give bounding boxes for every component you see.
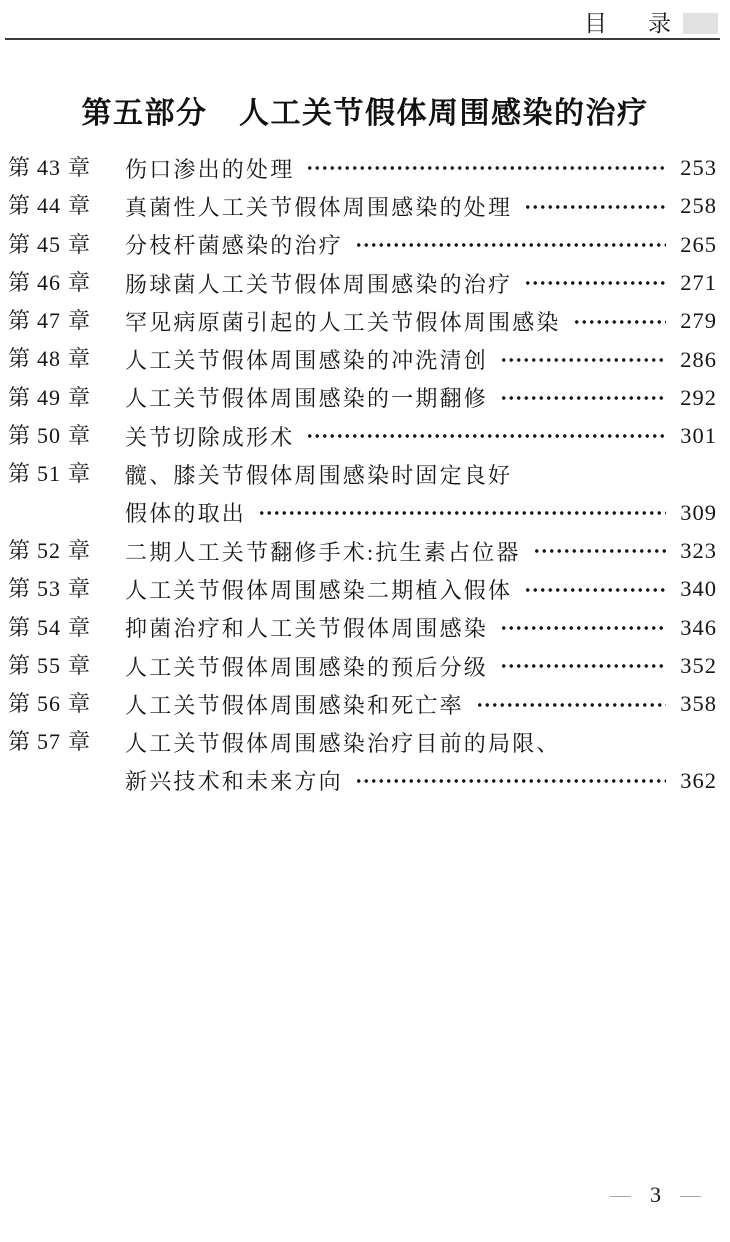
- chapter-number: 54: [37, 614, 62, 640]
- dot-leader: [524, 195, 666, 217]
- chapter-number: 49: [37, 384, 62, 410]
- chapter-label: [8, 723, 125, 761]
- chapter-lines: [125, 570, 717, 608]
- dot-leader: [500, 617, 666, 639]
- toc-line: [125, 226, 717, 264]
- page-number: 292: [680, 384, 717, 410]
- chapter-lines: [125, 302, 717, 340]
- chapter-label: [8, 379, 125, 417]
- chapter-title: 髋、膝关节假体周围感染时固定良好: [125, 463, 513, 489]
- toc-line: [125, 264, 717, 302]
- header-title-char: 目: [584, 10, 607, 36]
- toc-entry: [8, 302, 717, 340]
- dot-leader: [524, 272, 666, 294]
- dot-leader: [355, 770, 666, 792]
- chapter-number: 53: [37, 576, 62, 602]
- header-title-char: 录: [648, 10, 671, 36]
- page-number: 279: [680, 308, 717, 334]
- chapter-suffix: 章: [68, 729, 91, 755]
- chapter-title: 抑菌治疗和人工关节假体周围感染: [125, 616, 489, 642]
- chapter-suffix: 章: [68, 461, 91, 487]
- chapter-label: [8, 264, 125, 302]
- toc-line: [125, 647, 717, 685]
- chapter-lines: [125, 379, 717, 417]
- page-number: 346: [680, 614, 717, 640]
- chapter-title: 肠球菌人工关节假体周围感染的治疗: [125, 271, 513, 297]
- chapter-label: [8, 302, 125, 340]
- chapter-title: 真菌性人工关节假体周围感染的处理: [125, 194, 513, 220]
- chapter-label: [8, 226, 125, 264]
- chapter-lines: [125, 609, 717, 647]
- chapter-label: [8, 570, 125, 608]
- chapter-prefix: 第: [8, 269, 31, 295]
- toc-line: [125, 417, 717, 455]
- dot-leader: [306, 425, 666, 447]
- chapter-lines: [125, 340, 717, 378]
- chapter-lines: [125, 532, 717, 570]
- part-title: 第五部分 人工关节假体周围感染的治疗: [81, 97, 649, 130]
- toc-line: [125, 379, 717, 417]
- page-number: 265: [680, 231, 717, 257]
- dot-leader: [533, 540, 666, 562]
- chapter-suffix: 章: [68, 537, 91, 563]
- chapter-suffix: 章: [68, 614, 91, 640]
- toc-line: [125, 340, 717, 378]
- toc-entry: [8, 379, 717, 417]
- page-number: 253: [680, 155, 717, 181]
- chapter-prefix: 第: [8, 691, 31, 717]
- page-number: 301: [680, 423, 717, 449]
- page-number: 271: [680, 270, 717, 296]
- toc-line: [125, 723, 717, 761]
- dot-leader: [500, 349, 666, 371]
- toc-line: [125, 609, 717, 647]
- page-number: 340: [680, 576, 717, 602]
- dot-leader: [524, 578, 666, 600]
- toc-line: [125, 494, 717, 532]
- toc-line: [125, 187, 717, 225]
- chapter-suffix: 章: [68, 193, 91, 219]
- chapter-label: [8, 532, 125, 570]
- page-footer: [610, 1184, 701, 1206]
- page-number: 258: [680, 193, 717, 219]
- toc-entry: [8, 647, 717, 685]
- toc-entry: [8, 149, 717, 187]
- toc-entry: [8, 226, 717, 264]
- chapter-title: 罕见病原菌引起的人工关节假体周围感染: [125, 309, 561, 335]
- chapter-suffix: 章: [68, 231, 91, 257]
- dot-leader: [258, 502, 666, 524]
- toc-entry: [8, 570, 717, 608]
- dot-leader: [500, 655, 666, 677]
- toc-entry: [8, 417, 717, 455]
- chapter-number: 46: [37, 269, 62, 295]
- dot-leader: [573, 310, 666, 332]
- toc-entry: [8, 340, 717, 378]
- toc-line: [125, 455, 717, 493]
- toc-line: [125, 570, 717, 608]
- toc-line: [125, 532, 717, 570]
- toc-line: [125, 302, 717, 340]
- chapter-prefix: 第: [8, 308, 31, 334]
- chapter-number: 48: [37, 346, 62, 372]
- dot-leader: [476, 693, 666, 715]
- dot-leader: [355, 234, 666, 256]
- toc-entry: [8, 723, 717, 800]
- chapter-prefix: 第: [8, 423, 31, 449]
- chapter-prefix: 第: [8, 652, 31, 678]
- header-rule: [5, 38, 720, 40]
- chapter-prefix: 第: [8, 461, 31, 487]
- header-gray-box: [683, 13, 718, 34]
- chapter-suffix: 章: [68, 423, 91, 449]
- chapter-lines: [125, 264, 717, 302]
- chapter-title: 人工关节假体周围感染的一期翻修: [125, 386, 489, 412]
- chapter-label: [8, 187, 125, 225]
- chapter-suffix: 章: [68, 384, 91, 410]
- toc-line: [125, 685, 717, 723]
- page-number: 309: [680, 499, 717, 525]
- folio-page-number: 3: [650, 1182, 661, 1207]
- chapter-label: [8, 609, 125, 647]
- dot-leader: [500, 387, 666, 409]
- footer-dash-right: —: [680, 1185, 701, 1205]
- toc-line: [125, 149, 717, 187]
- chapter-prefix: 第: [8, 576, 31, 602]
- toc-entry: [8, 609, 717, 647]
- chapter-label: [8, 685, 125, 723]
- toc-list: [8, 149, 717, 800]
- chapter-lines: [125, 149, 717, 187]
- chapter-lines: [125, 187, 717, 225]
- chapter-number: 44: [37, 193, 62, 219]
- chapter-label: [8, 149, 125, 187]
- chapter-lines: [125, 455, 717, 532]
- chapter-suffix: 章: [68, 691, 91, 717]
- toc-entry: [8, 264, 717, 302]
- chapter-label: [8, 455, 125, 493]
- page-number: 286: [680, 346, 717, 372]
- page-number: 352: [680, 653, 717, 678]
- chapter-number: 47: [37, 308, 62, 334]
- chapter-prefix: 第: [8, 231, 31, 257]
- chapter-number: 50: [37, 423, 62, 449]
- chapter-lines: [125, 226, 717, 264]
- chapter-suffix: 章: [68, 269, 91, 295]
- running-header: [0, 10, 718, 36]
- page-number: 323: [680, 538, 717, 564]
- chapter-prefix: 第: [8, 193, 31, 219]
- toc-entry: [8, 685, 717, 723]
- chapter-label: [8, 340, 125, 378]
- toc-entry: [8, 532, 717, 570]
- chapter-prefix: 第: [8, 346, 31, 372]
- chapter-title: 人工关节假体周围感染的预后分级: [125, 654, 489, 680]
- chapter-suffix: 章: [68, 308, 91, 334]
- chapter-number: 45: [37, 231, 62, 257]
- toc-entry: [8, 187, 717, 225]
- chapter-title: 分枝杆菌感染的治疗: [125, 233, 343, 259]
- chapter-title: 人工关节假体周围感染的冲洗清创: [125, 348, 489, 374]
- chapter-prefix: 第: [8, 614, 31, 640]
- chapter-suffix: 章: [68, 155, 91, 180]
- footer-dash-left: —: [610, 1185, 631, 1205]
- chapter-suffix: 章: [68, 346, 91, 372]
- chapter-title: 伤口渗出的处理: [125, 156, 295, 182]
- chapter-number: 57: [37, 729, 62, 755]
- chapter-lines: [125, 685, 717, 723]
- chapter-number: 52: [37, 537, 62, 563]
- chapter-number: 43: [37, 155, 62, 180]
- chapter-number: 55: [37, 652, 62, 678]
- dot-leader: [306, 157, 666, 179]
- chapter-label: [8, 647, 125, 685]
- chapter-prefix: 第: [8, 155, 31, 180]
- chapter-title: 二期人工关节翻修手术:抗生素占位器: [125, 539, 521, 565]
- chapter-lines: [125, 723, 717, 800]
- chapter-title: 假体的取出: [125, 501, 247, 527]
- chapter-title: 新兴技术和未来方向: [125, 769, 343, 795]
- chapter-title: 人工关节假体周围感染治疗目前的局限、: [125, 731, 561, 757]
- chapter-label: [8, 417, 125, 455]
- chapter-prefix: 第: [8, 384, 31, 410]
- page-number: 362: [680, 767, 717, 793]
- page-number: 358: [680, 691, 717, 717]
- toc-line: [125, 762, 717, 800]
- chapter-number: 51: [37, 461, 62, 487]
- chapter-lines: [125, 647, 717, 685]
- chapter-prefix: 第: [8, 537, 31, 563]
- chapter-suffix: 章: [68, 576, 91, 602]
- chapter-title: 关节切除成形术: [125, 424, 295, 450]
- chapter-suffix: 章: [68, 652, 91, 678]
- chapter-lines: [125, 417, 717, 455]
- chapter-title: 人工关节假体周围感染二期植入假体: [125, 577, 513, 603]
- chapter-prefix: 第: [8, 729, 31, 755]
- chapter-title: 人工关节假体周围感染和死亡率: [125, 692, 464, 718]
- toc-entry: [8, 455, 717, 532]
- chapter-number: 56: [37, 691, 62, 717]
